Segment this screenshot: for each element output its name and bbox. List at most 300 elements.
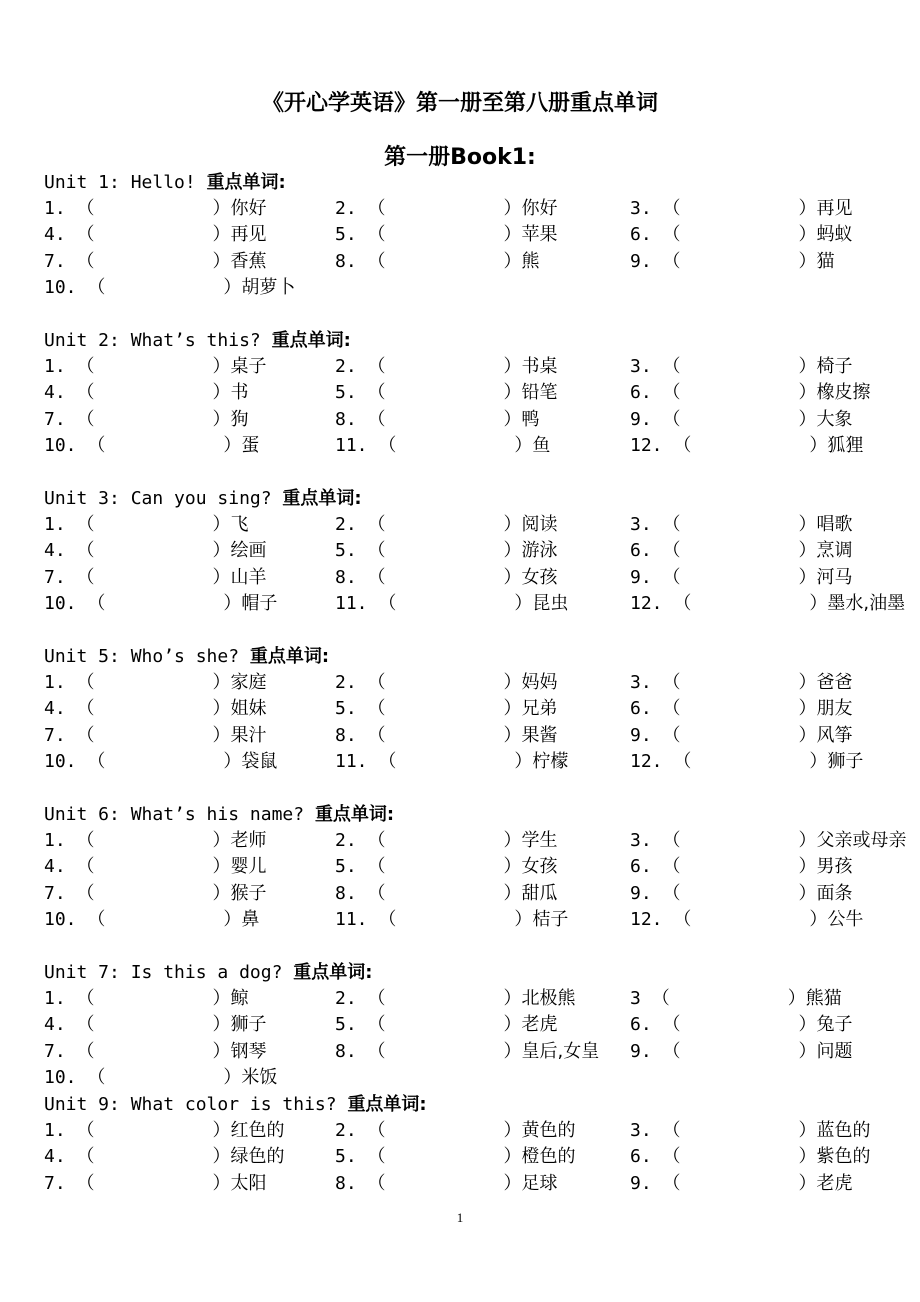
answer-blank[interactable]: （ ） — [87, 1066, 242, 1088]
vocab-item — [630, 220, 853, 246]
chinese-word: 男孩 — [816, 856, 853, 878]
chinese-word: 太阳 — [230, 1172, 267, 1194]
vocab-item — [630, 247, 835, 273]
answer-blank[interactable]: （ ） — [367, 540, 522, 562]
answer-blank[interactable]: （ ） — [76, 882, 231, 904]
vocab-item — [44, 1063, 277, 1089]
chinese-word: 鼻 — [241, 908, 260, 930]
item-number: 11. — [335, 908, 368, 930]
item-number: 9. — [630, 1172, 652, 1194]
item-number: 10. — [44, 908, 77, 930]
item-number: 2. — [335, 198, 357, 219]
chinese-word: 香蕉 — [230, 250, 267, 272]
vocab-item — [630, 984, 842, 1010]
chinese-word: 黄色的 — [521, 1120, 576, 1141]
chinese-word: 妈妈 — [521, 672, 558, 693]
answer-blank[interactable]: （ ） — [76, 724, 231, 746]
vocab-item — [44, 378, 249, 404]
chinese-word: 绘画 — [230, 540, 267, 562]
unit-heading-label: 重点单词: — [314, 804, 395, 825]
answer-blank[interactable]: （ ） — [673, 434, 828, 456]
unit-heading-en: Unit 7: Is this a dog? — [44, 962, 294, 983]
chinese-word: 老师 — [230, 830, 267, 851]
chinese-word: 书 — [230, 382, 249, 404]
vocab-item — [335, 879, 558, 905]
vocab-item — [630, 694, 853, 720]
vocab-item — [630, 589, 905, 615]
chinese-word: 唱歌 — [816, 514, 853, 535]
chinese-word: 帽子 — [241, 592, 278, 614]
item-number: 1. — [44, 672, 66, 693]
answer-blank[interactable]: （ ） — [87, 276, 242, 298]
item-number: 3. — [630, 1120, 652, 1141]
chinese-word: 椅子 — [816, 356, 853, 377]
vocab-item — [44, 826, 267, 852]
item-number: 4. — [44, 224, 66, 246]
chinese-word: 兄弟 — [521, 698, 558, 720]
chinese-word: 婴儿 — [230, 856, 267, 878]
vocab-item — [335, 352, 558, 378]
answer-blank[interactable]: （ ） — [662, 566, 817, 588]
item-number: 12. — [630, 750, 663, 772]
vocab-item — [630, 1142, 871, 1168]
answer-blank[interactable]: （ ） — [367, 988, 522, 1009]
answer-blank[interactable]: （ ） — [76, 382, 231, 404]
item-number: 9. — [630, 724, 652, 746]
item-number: 9. — [630, 250, 652, 272]
vocab-item — [630, 510, 853, 536]
item-number: 6. — [630, 1146, 652, 1168]
item-number: 8. — [335, 882, 357, 904]
item-number: 4. — [44, 856, 66, 878]
chinese-word: 书桌 — [521, 356, 558, 377]
vocab-item — [630, 563, 853, 589]
unit-heading — [44, 958, 372, 984]
answer-blank[interactable]: （ ） — [367, 514, 522, 535]
chinese-word: 熊猫 — [805, 988, 842, 1009]
chinese-word: 昆虫 — [532, 592, 569, 614]
chinese-word: 你好 — [230, 198, 267, 219]
unit-heading-label: 重点单词: — [347, 1094, 427, 1115]
answer-blank[interactable]: （ ） — [367, 250, 522, 272]
answer-blank[interactable]: （ ） — [76, 514, 231, 535]
vocab-item — [44, 405, 249, 431]
item-number: 8. — [335, 724, 357, 746]
answer-blank[interactable]: （ ） — [76, 672, 231, 693]
chinese-word: 北极熊 — [521, 988, 576, 1009]
vocab-item — [630, 378, 871, 404]
chinese-word: 绿色的 — [230, 1146, 285, 1168]
answer-blank[interactable]: （ ） — [662, 698, 817, 720]
chinese-word: 果酱 — [521, 724, 558, 746]
chinese-word: 狗 — [230, 408, 249, 430]
vocab-item — [630, 879, 853, 905]
answer-blank[interactable]: （ ） — [367, 566, 522, 588]
chinese-word: 再见 — [816, 198, 853, 219]
answer-blank[interactable]: （ ） — [367, 382, 522, 404]
vocab-item — [335, 247, 540, 273]
vocab-item — [44, 431, 259, 457]
vocab-item — [44, 220, 267, 246]
item-number: 6. — [630, 1014, 652, 1036]
answer-blank[interactable]: （ ） — [367, 830, 522, 851]
item-number: 10. — [44, 750, 77, 772]
answer-blank[interactable]: （ ） — [378, 908, 533, 930]
answer-blank[interactable]: （ ） — [367, 224, 522, 246]
answer-blank[interactable]: （ ） — [76, 250, 231, 272]
chinese-word: 姐妹 — [230, 698, 267, 720]
vocab-item — [44, 247, 267, 273]
vocab-item — [335, 1010, 558, 1036]
item-number: 1. — [44, 514, 66, 535]
page-number: 1 — [456, 1210, 464, 1225]
chinese-word: 蓝色的 — [816, 1120, 871, 1141]
chinese-word: 山羊 — [230, 566, 267, 588]
unit-heading-en: Unit 5: Who’s she? — [44, 646, 250, 667]
chinese-word: 袋鼠 — [241, 750, 278, 772]
vocab-item — [44, 1037, 267, 1063]
answer-blank[interactable]: （ ） — [662, 724, 817, 746]
vocab-item — [335, 1037, 599, 1063]
answer-blank[interactable]: （ ） — [367, 198, 522, 219]
answer-blank[interactable]: （ ） — [378, 434, 533, 456]
document-title: 《开心学英语》第一册至第八册重点单词 — [261, 91, 658, 116]
item-number: 3. — [630, 830, 652, 851]
answer-blank[interactable]: （ ） — [76, 830, 231, 851]
chinese-word: 桌子 — [230, 356, 267, 377]
chinese-word: 女孩 — [521, 856, 558, 878]
chinese-word: 朋友 — [816, 698, 853, 720]
item-number: 1. — [44, 1120, 66, 1141]
answer-blank[interactable]: （ ） — [367, 882, 522, 904]
chinese-word: 问题 — [816, 1040, 853, 1062]
chinese-word: 烹调 — [816, 540, 853, 562]
item-number: 11. — [335, 434, 368, 456]
vocab-item — [44, 536, 267, 562]
chinese-word: 女孩 — [521, 566, 558, 588]
answer-blank[interactable]: （ ） — [662, 830, 817, 851]
answer-blank[interactable]: （ ） — [378, 750, 533, 772]
vocab-item — [630, 1169, 853, 1195]
chinese-word: 阅读 — [521, 514, 558, 535]
answer-blank[interactable]: （ ） — [662, 356, 817, 377]
item-number: 4. — [44, 382, 66, 404]
vocab-item — [44, 1169, 267, 1195]
answer-blank[interactable]: （ ） — [662, 250, 817, 272]
answer-blank[interactable]: （ ） — [662, 540, 817, 562]
vocab-item — [44, 273, 295, 299]
item-number: 9. — [630, 408, 652, 430]
answer-blank[interactable]: （ ） — [662, 1014, 817, 1036]
chinese-word: 公牛 — [827, 908, 864, 930]
item-number: 9. — [630, 566, 652, 588]
item-number: 7. — [44, 1172, 66, 1194]
answer-blank[interactable]: （ ） — [367, 856, 522, 878]
item-number: 2. — [335, 514, 357, 535]
chinese-word: 橙色的 — [521, 1146, 576, 1168]
unit-heading-en: Unit 9: What color is this? — [44, 1094, 348, 1115]
answer-blank[interactable]: （ ） — [367, 408, 522, 430]
answer-blank[interactable]: （ ） — [76, 566, 231, 588]
vocab-item — [44, 510, 249, 536]
answer-blank[interactable]: （ ） — [367, 724, 522, 746]
item-number: 2. — [335, 1120, 357, 1141]
answer-blank[interactable]: （ ） — [367, 1040, 522, 1062]
vocab-item — [335, 563, 558, 589]
item-number: 5. — [335, 856, 357, 878]
chinese-word: 游泳 — [521, 540, 558, 562]
vocab-item — [630, 668, 853, 694]
chinese-word: 鸭 — [521, 408, 540, 430]
item-number: 7. — [44, 408, 66, 430]
vocab-item — [335, 826, 558, 852]
vocab-item — [630, 905, 863, 931]
item-number: 3. — [630, 198, 652, 219]
answer-blank[interactable]: （ ） — [367, 1120, 522, 1141]
vocab-item — [44, 694, 267, 720]
unit-heading — [44, 326, 351, 352]
vocab-item — [44, 879, 267, 905]
item-number: 1. — [44, 988, 66, 1009]
chinese-word: 兔子 — [816, 1014, 853, 1036]
item-number: 10. — [44, 1066, 77, 1088]
chinese-word: 河马 — [816, 566, 853, 588]
answer-blank[interactable]: （ ） — [662, 514, 817, 535]
answer-blank[interactable]: （ ） — [76, 540, 231, 562]
vocab-item — [335, 694, 558, 720]
vocab-item — [630, 721, 853, 747]
item-number: 2. — [335, 988, 357, 1009]
chinese-word: 鱼 — [532, 434, 551, 456]
chinese-word: 飞 — [230, 514, 249, 535]
answer-blank[interactable]: （ ） — [87, 750, 242, 772]
item-number: 2. — [335, 356, 357, 377]
chinese-word: 老虎 — [521, 1014, 558, 1036]
chinese-word: 柠檬 — [532, 750, 569, 772]
vocab-item — [630, 747, 863, 773]
item-number: 5. — [335, 224, 357, 246]
unit-heading — [44, 484, 362, 510]
vocab-item — [44, 668, 267, 694]
item-number: 6. — [630, 856, 652, 878]
item-number: 8. — [335, 408, 357, 430]
chinese-word: 你好 — [521, 198, 558, 219]
answer-blank[interactable]: （ ） — [662, 1040, 817, 1062]
chinese-word: 蛋 — [241, 434, 260, 456]
chinese-word: 猴子 — [230, 882, 267, 904]
chinese-word: 鲸 — [230, 988, 249, 1009]
answer-blank[interactable]: （ ） — [662, 408, 817, 430]
answer-blank[interactable]: （ ） — [367, 356, 522, 377]
vocab-item — [335, 984, 576, 1010]
vocab-item — [630, 405, 853, 431]
chinese-word: 风筝 — [816, 724, 853, 746]
item-number: 4. — [44, 698, 66, 720]
answer-blank[interactable]: （ ） — [662, 382, 817, 404]
item-number: 2. — [335, 830, 357, 851]
vocab-item — [44, 747, 277, 773]
vocab-item — [44, 905, 259, 931]
vocab-item — [335, 405, 540, 431]
answer-blank[interactable]: （ ） — [76, 1014, 231, 1036]
answer-blank[interactable]: （ ） — [367, 1172, 522, 1194]
chinese-word: 狮子 — [827, 750, 864, 772]
item-number: 1. — [44, 356, 66, 377]
unit-heading-en: Unit 6: What’s his name? — [44, 804, 315, 825]
chinese-word: 橡皮擦 — [816, 382, 871, 404]
answer-blank[interactable]: （ ） — [662, 882, 817, 904]
answer-blank[interactable]: （ ） — [76, 1040, 231, 1062]
chinese-word: 胡萝卜 — [241, 276, 296, 298]
vocab-item — [44, 589, 277, 615]
vocab-item — [630, 1116, 871, 1142]
vocab-item — [335, 721, 558, 747]
item-number: 6. — [630, 698, 652, 720]
answer-blank[interactable]: （ ） — [76, 1120, 231, 1141]
vocab-item — [44, 194, 267, 220]
item-number: 10. — [44, 592, 77, 614]
item-number: 9. — [630, 882, 652, 904]
chinese-word: 大象 — [816, 408, 853, 430]
answer-blank[interactable]: （ ） — [76, 1146, 231, 1168]
vocab-item — [44, 563, 267, 589]
item-number: 6. — [630, 382, 652, 404]
item-number: 3. — [630, 672, 652, 693]
chinese-word: 铅笔 — [521, 382, 558, 404]
item-number: 5. — [335, 1146, 357, 1168]
answer-blank[interactable]: （ ） — [76, 1172, 231, 1194]
item-number: 5. — [335, 382, 357, 404]
unit-heading-label: 重点单词: — [249, 646, 330, 667]
vocab-item — [335, 378, 558, 404]
chinese-word: 甜瓜 — [521, 882, 558, 904]
vocab-item — [335, 589, 568, 615]
vocab-item — [335, 1142, 576, 1168]
chinese-word: 果汁 — [230, 724, 267, 746]
chinese-word: 足球 — [521, 1172, 558, 1194]
vocab-item — [630, 431, 863, 457]
unit-heading-label: 重点单词: — [282, 488, 362, 509]
vocab-item — [335, 194, 558, 220]
item-number: 11. — [335, 750, 368, 772]
vocab-item — [335, 431, 550, 457]
answer-blank[interactable]: （ ） — [367, 672, 522, 693]
answer-blank[interactable]: （ ） — [662, 856, 817, 878]
vocab-item — [630, 826, 907, 852]
vocab-item — [44, 352, 267, 378]
chinese-word: 红色的 — [230, 1120, 285, 1141]
item-number: 7. — [44, 1040, 66, 1062]
vocab-item — [335, 510, 558, 536]
answer-blank[interactable]: （ ） — [673, 908, 828, 930]
item-number: 4. — [44, 540, 66, 562]
answer-blank[interactable]: （ ） — [87, 434, 242, 456]
answer-blank[interactable]: （ ） — [76, 988, 231, 1009]
item-number: 7. — [44, 882, 66, 904]
answer-blank[interactable]: （ ） — [87, 592, 242, 614]
chinese-word: 苹果 — [521, 224, 558, 246]
answer-blank[interactable]: （ ） — [76, 856, 231, 878]
answer-blank[interactable]: （ ） — [367, 698, 522, 720]
answer-blank[interactable]: （ ） — [87, 908, 242, 930]
item-number: 3. — [630, 356, 652, 377]
item-number: 7. — [44, 724, 66, 746]
answer-blank[interactable]: （ ） — [76, 356, 231, 377]
vocab-item — [335, 1116, 576, 1142]
item-number: 2. — [335, 672, 357, 693]
item-number: 5. — [335, 1014, 357, 1036]
vocab-item — [335, 852, 558, 878]
answer-blank[interactable]: （ ） — [673, 592, 828, 614]
item-number: 5. — [335, 698, 357, 720]
item-number: 9. — [630, 1040, 652, 1062]
unit-heading-label: 重点单词: — [293, 962, 373, 983]
vocab-item — [44, 1010, 267, 1036]
chinese-word: 墨水,油墨 — [827, 592, 906, 614]
item-number: 3 — [630, 988, 641, 1009]
answer-blank[interactable]: （ ） — [662, 672, 817, 693]
chinese-word: 猫 — [816, 250, 835, 272]
vocab-item — [630, 1037, 853, 1063]
item-number: 12. — [630, 434, 663, 456]
chinese-word: 再见 — [230, 224, 267, 246]
answer-blank[interactable]: （ ） — [367, 1014, 522, 1036]
answer-blank[interactable]: （ ） — [662, 1120, 817, 1141]
answer-blank[interactable]: （ ） — [662, 1146, 817, 1168]
item-number: 7. — [44, 250, 66, 272]
vocab-item — [335, 668, 558, 694]
item-number: 8. — [335, 566, 357, 588]
answer-blank[interactable]: （ ） — [76, 408, 231, 430]
item-number: 1. — [44, 198, 66, 219]
book-heading: 第一册Book1: — [384, 145, 536, 170]
unit-heading — [44, 642, 329, 668]
answer-blank[interactable]: （ ） — [662, 198, 817, 219]
chinese-word: 蚂蚁 — [816, 224, 853, 246]
item-number: 12. — [630, 592, 663, 614]
unit-heading — [44, 168, 286, 194]
unit-heading-label: 重点单词: — [206, 172, 286, 193]
chinese-word: 狐狸 — [827, 434, 864, 456]
answer-blank[interactable]: （ ） — [662, 224, 817, 246]
vocab-item — [335, 220, 558, 246]
unit-heading-en: Unit 2: What’s this? — [44, 330, 272, 351]
chinese-word: 老虎 — [816, 1172, 853, 1194]
vocab-item — [335, 905, 568, 931]
vocab-item — [44, 721, 267, 747]
answer-blank[interactable]: （ ） — [76, 198, 231, 219]
vocab-item — [335, 747, 568, 773]
chinese-word: 狮子 — [230, 1014, 267, 1036]
answer-blank[interactable]: （ ） — [651, 988, 806, 1009]
item-number: 8. — [335, 250, 357, 272]
answer-blank[interactable]: （ ） — [378, 592, 533, 614]
unit-heading — [44, 1090, 427, 1116]
chinese-word: 父亲或母亲 — [816, 830, 907, 851]
answer-blank[interactable]: （ ） — [367, 1146, 522, 1168]
answer-blank[interactable]: （ ） — [662, 1172, 817, 1194]
answer-blank[interactable]: （ ） — [673, 750, 828, 772]
item-number: 11. — [335, 592, 368, 614]
item-number: 8. — [335, 1040, 357, 1062]
answer-blank[interactable]: （ ） — [76, 698, 231, 720]
chinese-word: 皇后,女皇 — [521, 1040, 600, 1062]
chinese-word: 紫色的 — [816, 1146, 871, 1168]
item-number: 8. — [335, 1172, 357, 1194]
vocab-item — [335, 1169, 558, 1195]
item-number: 4. — [44, 1014, 66, 1036]
answer-blank[interactable]: （ ） — [76, 224, 231, 246]
